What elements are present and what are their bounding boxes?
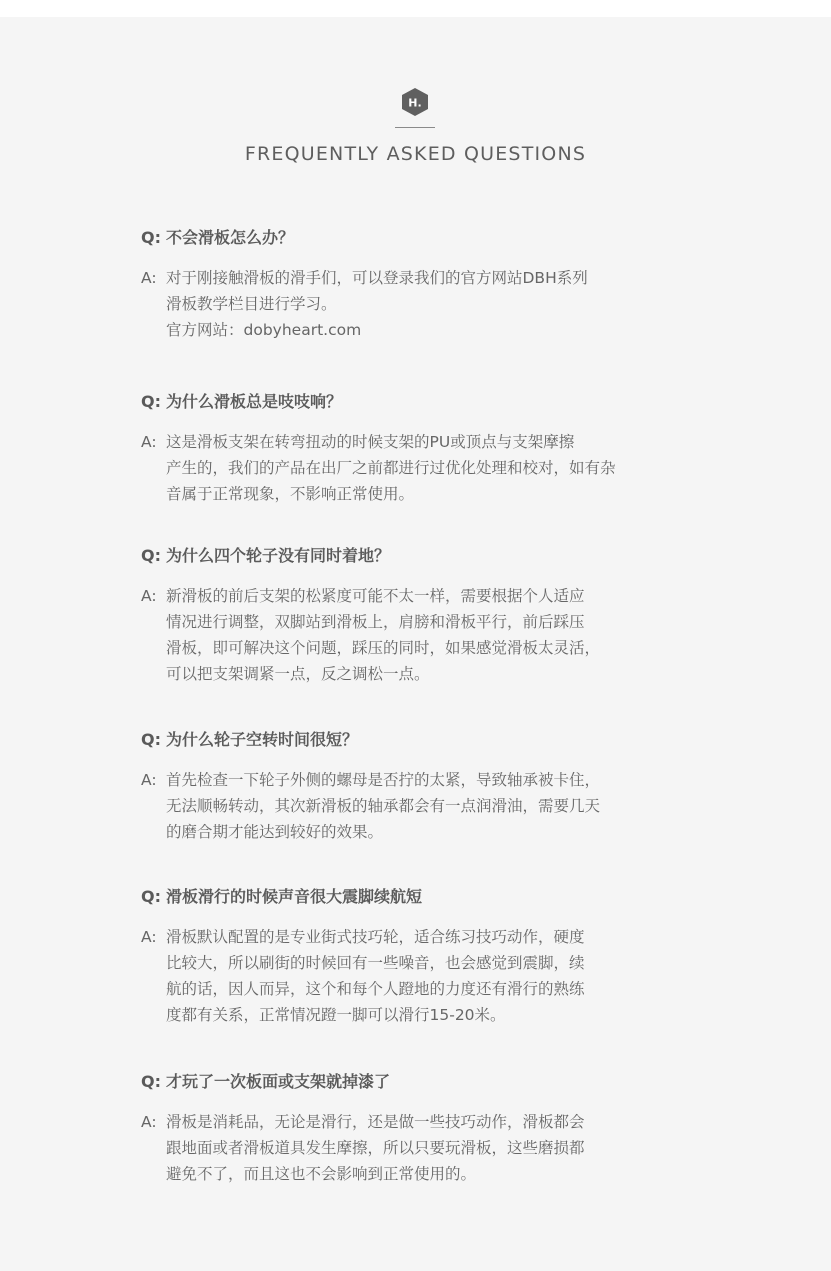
answer-text [166, 924, 701, 1028]
faq-item [141, 224, 701, 343]
question-prefix: Q: [141, 228, 161, 247]
question-prefix: Q: [141, 730, 161, 749]
faq-answer [141, 767, 701, 845]
answer-prefix: A: [141, 433, 157, 451]
brand-logo [401, 87, 429, 117]
question-prefix: Q: [141, 546, 161, 565]
answer-prefix: A: [141, 1113, 157, 1131]
answer-line: 对于刚接触滑板的滑手们，可以登录我们的官方网站DBH系列 [166, 269, 588, 287]
faq-question [141, 726, 701, 754]
answer-line: 避免不了，而且这也不会影响到正常使用的。 [166, 1165, 477, 1183]
question-prefix: Q: [141, 887, 161, 906]
answer-prefix: A: [141, 928, 157, 946]
header-divider [395, 127, 435, 128]
answer-line: 滑板是消耗品，无论是滑行，还是做一些技巧动作，滑板都会 [166, 1113, 585, 1131]
answer-line: 滑板教学栏目进行学习。 [166, 295, 337, 313]
faq-item [141, 726, 701, 845]
faq-answer [141, 265, 701, 343]
question-text: 为什么轮子空转时间很短？ [166, 730, 359, 749]
faq-question [141, 883, 701, 911]
faq-question [141, 224, 701, 252]
faq-answer [141, 583, 701, 687]
question-prefix: Q: [141, 392, 161, 411]
answer-text [166, 583, 701, 687]
hexagon-logo-icon [401, 87, 429, 117]
faq-item [141, 883, 701, 1028]
answer-line: 官方网站：dobyheart.com [166, 321, 362, 339]
question-text: 为什么滑板总是吱吱响？ [166, 392, 343, 411]
answer-line: 滑板，即可解决这个问题，踩压的同时，如果感觉滑板太灵活， [166, 639, 601, 657]
answer-line: 无法顺畅转动，其次新滑板的轴承都会有一点润滑油，需要几天 [166, 797, 601, 815]
answer-text [166, 767, 701, 845]
faq-answer [141, 429, 701, 507]
answer-line: 航的话，因人而异，这个和每个人蹬地的力度还有滑行的熟练 [166, 980, 585, 998]
answer-prefix: A: [141, 269, 157, 287]
faq-answer [141, 924, 701, 1028]
question-prefix: Q: [141, 1072, 161, 1091]
answer-line: 首先检查一下轮子外侧的螺母是否拧的太紧，导致轴承被卡住， [166, 771, 601, 789]
answer-prefix: A: [141, 771, 157, 789]
question-text: 滑板滑行的时候声音很大震脚续航短 [166, 887, 423, 906]
question-text: 不会滑板怎么办？ [166, 228, 295, 247]
page-title: FREQUENTLY ASKED QUESTIONS [244, 143, 587, 165]
answer-line: 比较大，所以刷街的时候回有一些噪音，也会感觉到震脚，续 [166, 954, 585, 972]
answer-text [166, 429, 701, 507]
answer-text [166, 265, 701, 343]
faq-item [141, 542, 701, 687]
faq-question [141, 1068, 701, 1096]
answer-line: 跟地面或者滑板道具发生摩擦，所以只要玩滑板，这些磨损都 [166, 1139, 585, 1157]
answer-line: 滑板默认配置的是专业街式技巧轮，适合练习技巧动作，硬度 [166, 928, 585, 946]
answer-line: 可以把支架调紧一点，反之调松一点。 [166, 665, 430, 683]
answer-prefix: A: [141, 587, 157, 605]
faq-answer [141, 1109, 701, 1187]
faq-item [141, 1068, 701, 1187]
faq-question [141, 542, 701, 570]
answer-text [166, 1109, 701, 1187]
answer-line: 新滑板的前后支架的松紧度可能不太一样，需要根据个人适应 [166, 587, 585, 605]
answer-line: 的磨合期才能达到较好的效果。 [166, 823, 384, 841]
question-text: 才玩了一次板面或支架就掉漆了 [166, 1072, 391, 1091]
faq-question [141, 388, 701, 416]
answer-line: 这是滑板支架在转弯扭动的时候支架的PU或顶点与支架摩擦 [166, 433, 575, 451]
answer-line: 情况进行调整，双脚站到滑板上，肩膀和滑板平行，前后踩压 [166, 613, 585, 631]
faq-item [141, 388, 701, 507]
answer-line: 产生的，我们的产品在出厂之前都进行过优化处理和校对，如有杂 [166, 459, 616, 477]
answer-line: 音属于正常现象，不影响正常使用。 [166, 485, 415, 503]
answer-line: 度都有关系，正常情况蹬一脚可以滑行15-20米。 [166, 1006, 506, 1024]
question-text: 为什么四个轮子没有同时着地？ [166, 546, 391, 565]
logo-text: H. [408, 96, 422, 110]
